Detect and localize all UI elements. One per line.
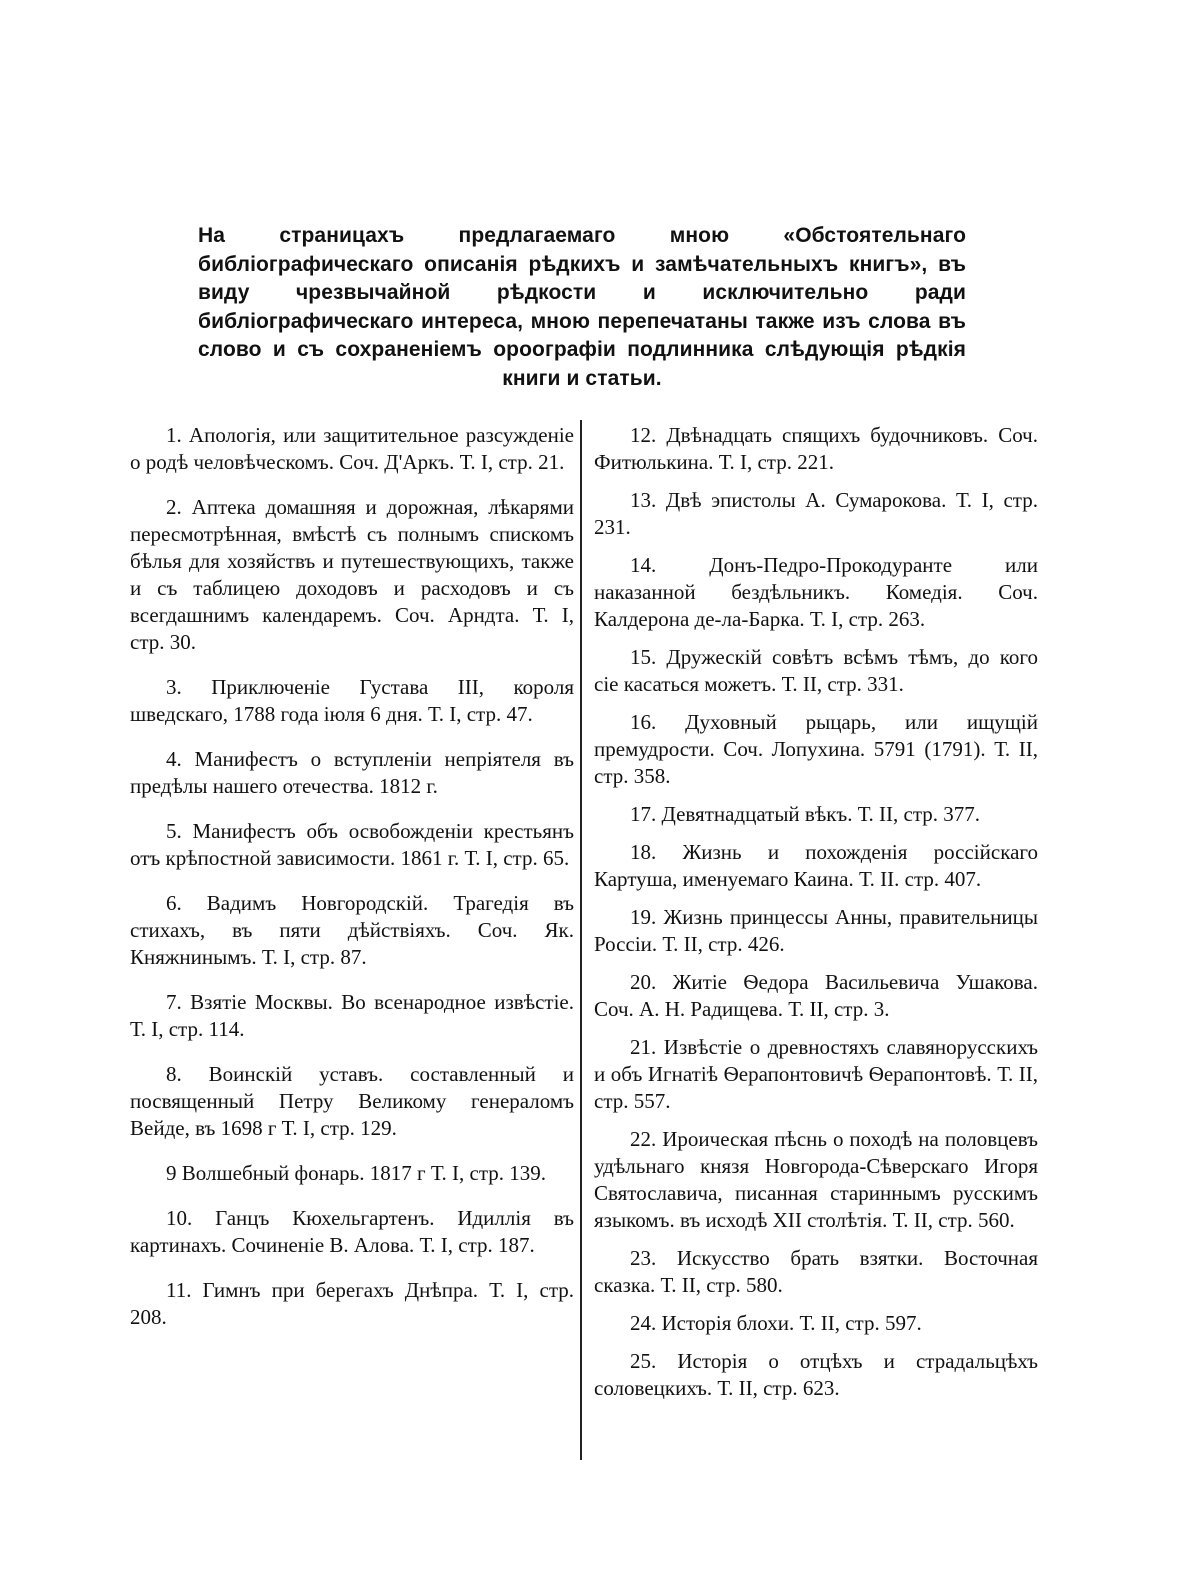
list-item: 4. Манифестъ о вступленіи непріятеля въ предѣлы нашего отечества. 1812 г.: [130, 747, 574, 798]
list-item: 2. Аптека домашняя и дорожная, лѣкарями пересмотрѣнная, вмѣстѣ съ полнымъ спискомъ бѣлья для хозяйствъ и путешествующихъ, также и съ таблицею доходовъ и расходовъ и съ всегдашнимъ календаремъ. Соч. Арндта. Т. I, стр. 30.: [130, 495, 574, 654]
list-item: 8. Воинскій уставъ. составленный и посвященный Петру Великому генераломъ Вейде, въ 1698 г Т. I, стр. 129.: [130, 1062, 574, 1140]
list-item: 25. Исторія о отцѣхъ и страдальцѣхъ соловецкихъ. Т. II, стр. 623.: [594, 1349, 1038, 1400]
column-divider: [580, 420, 582, 1460]
intro-paragraph: На страницахъ предлагаемаго мною «Обстоятельнаго библіографическаго описанія рѣдкихъ и замѣчательныхъ книгъ», въ виду чрезвычайной рѣдкости и исключительно ради библіографическаго интереса, мною перепечатаны также изъ слова въ слово и съ сохраненіемъ ороографіи подлинника слѣдующія рѣдкія книги и статьи.: [198, 224, 966, 390]
list-item: 17. Девятнадцатый вѣкъ. Т. II, стр. 377.: [630, 802, 981, 826]
list-item: 12. Двѣнадцать спящихъ будочниковъ. Соч. Фитюлькина. Т. I, стр. 221.: [594, 423, 1038, 474]
list-item: 23. Искусство брать взятки. Восточная сказка. Т. II, стр. 580.: [594, 1246, 1038, 1297]
list-item: 19. Жизнь принцессы Анны, правительницы Россіи. Т. II, стр. 426.: [594, 905, 1038, 956]
list-item: 20. Житіе Ѳедора Васильевича Ушакова. Соч. А. Н. Радищева. Т. II, стр. 3.: [594, 970, 1038, 1021]
list-item: 6. Вадимъ Новгородскій. Трагедія въ стихахъ, въ пяти дѣйствіяхъ. Соч. Як. Княжнинымъ. Т. I, стр. 87.: [130, 891, 574, 969]
list-item: 14. Донъ-Педро-Прокодуранте или наказанной бездѣльникъ. Комедія. Соч. Калдерона де-ла-Барка. Т. I, стр. 263.: [594, 553, 1038, 631]
list-item: 3. Приключеніе Густава III, короля шведскаго, 1788 года іюля 6 дня. Т. I, стр. 47.: [130, 675, 574, 726]
list-item: 5. Манифестъ объ освобожденіи крестьянъ отъ крѣпостной зависимости. 1861 г. Т. I, стр. 65.: [130, 819, 574, 870]
list-item: 22. Ироическая пѣснь о походѣ на половцевъ удѣльнаго князя Новгорода-Сѣверскаго Игоря Святославича, писанная стариннымъ русскимъ языкомъ. въ исходѣ XII столѣтія. Т. II, стр. 560.: [594, 1127, 1038, 1232]
list-item: 11. Гимнъ при берегахъ Днѣпра. Т. I, стр. 208.: [130, 1278, 574, 1329]
list-item: 9 Волшебный фонарь. 1817 г Т. I, стр. 139.: [166, 1161, 547, 1185]
list-item: 18. Жизнь и похожденія россійскаго Картуша, именуемаго Каина. Т. II. стр. 407.: [594, 840, 1038, 891]
list-item: 21. Извѣстіе о древностяхъ славянорусскихъ и объ Игнатіѣ Ѳерапонтовичѣ Ѳерапонтовѣ. Т. II, стр. 557.: [594, 1035, 1038, 1113]
list-item: 10. Ганцъ Кюхельгартенъ. Идиллія въ картинахъ. Сочиненіе В. Алова. Т. I, стр. 187.: [130, 1206, 574, 1257]
left-column: [130, 422, 574, 1349]
right-column: [594, 422, 1038, 1413]
list-item: 7. Взятіе Москвы. Во всенародное извѣстіе. Т. I, стр. 114.: [130, 990, 574, 1041]
list-item: 1. Апологія, или защитительное разсужденіе о родѣ человѣческомъ. Соч. Д'Аркъ. Т. I, стр. 21.: [130, 423, 574, 474]
list-item: 24. Исторія блохи. Т. II, стр. 597.: [630, 1311, 922, 1335]
list-item: 16. Духовный рыцарь, или ищущій премудрости. Соч. Лопухина. 5791 (1791). Т. II, стр. 358.: [594, 710, 1038, 788]
list-item: 13. Двѣ эпистолы А. Сумарокова. Т. I, стр. 231.: [594, 488, 1038, 539]
list-item: 15. Дружескій совѣтъ всѣмъ тѣмъ, до кого сіе касаться можетъ. Т. II, стр. 331.: [594, 645, 1038, 696]
